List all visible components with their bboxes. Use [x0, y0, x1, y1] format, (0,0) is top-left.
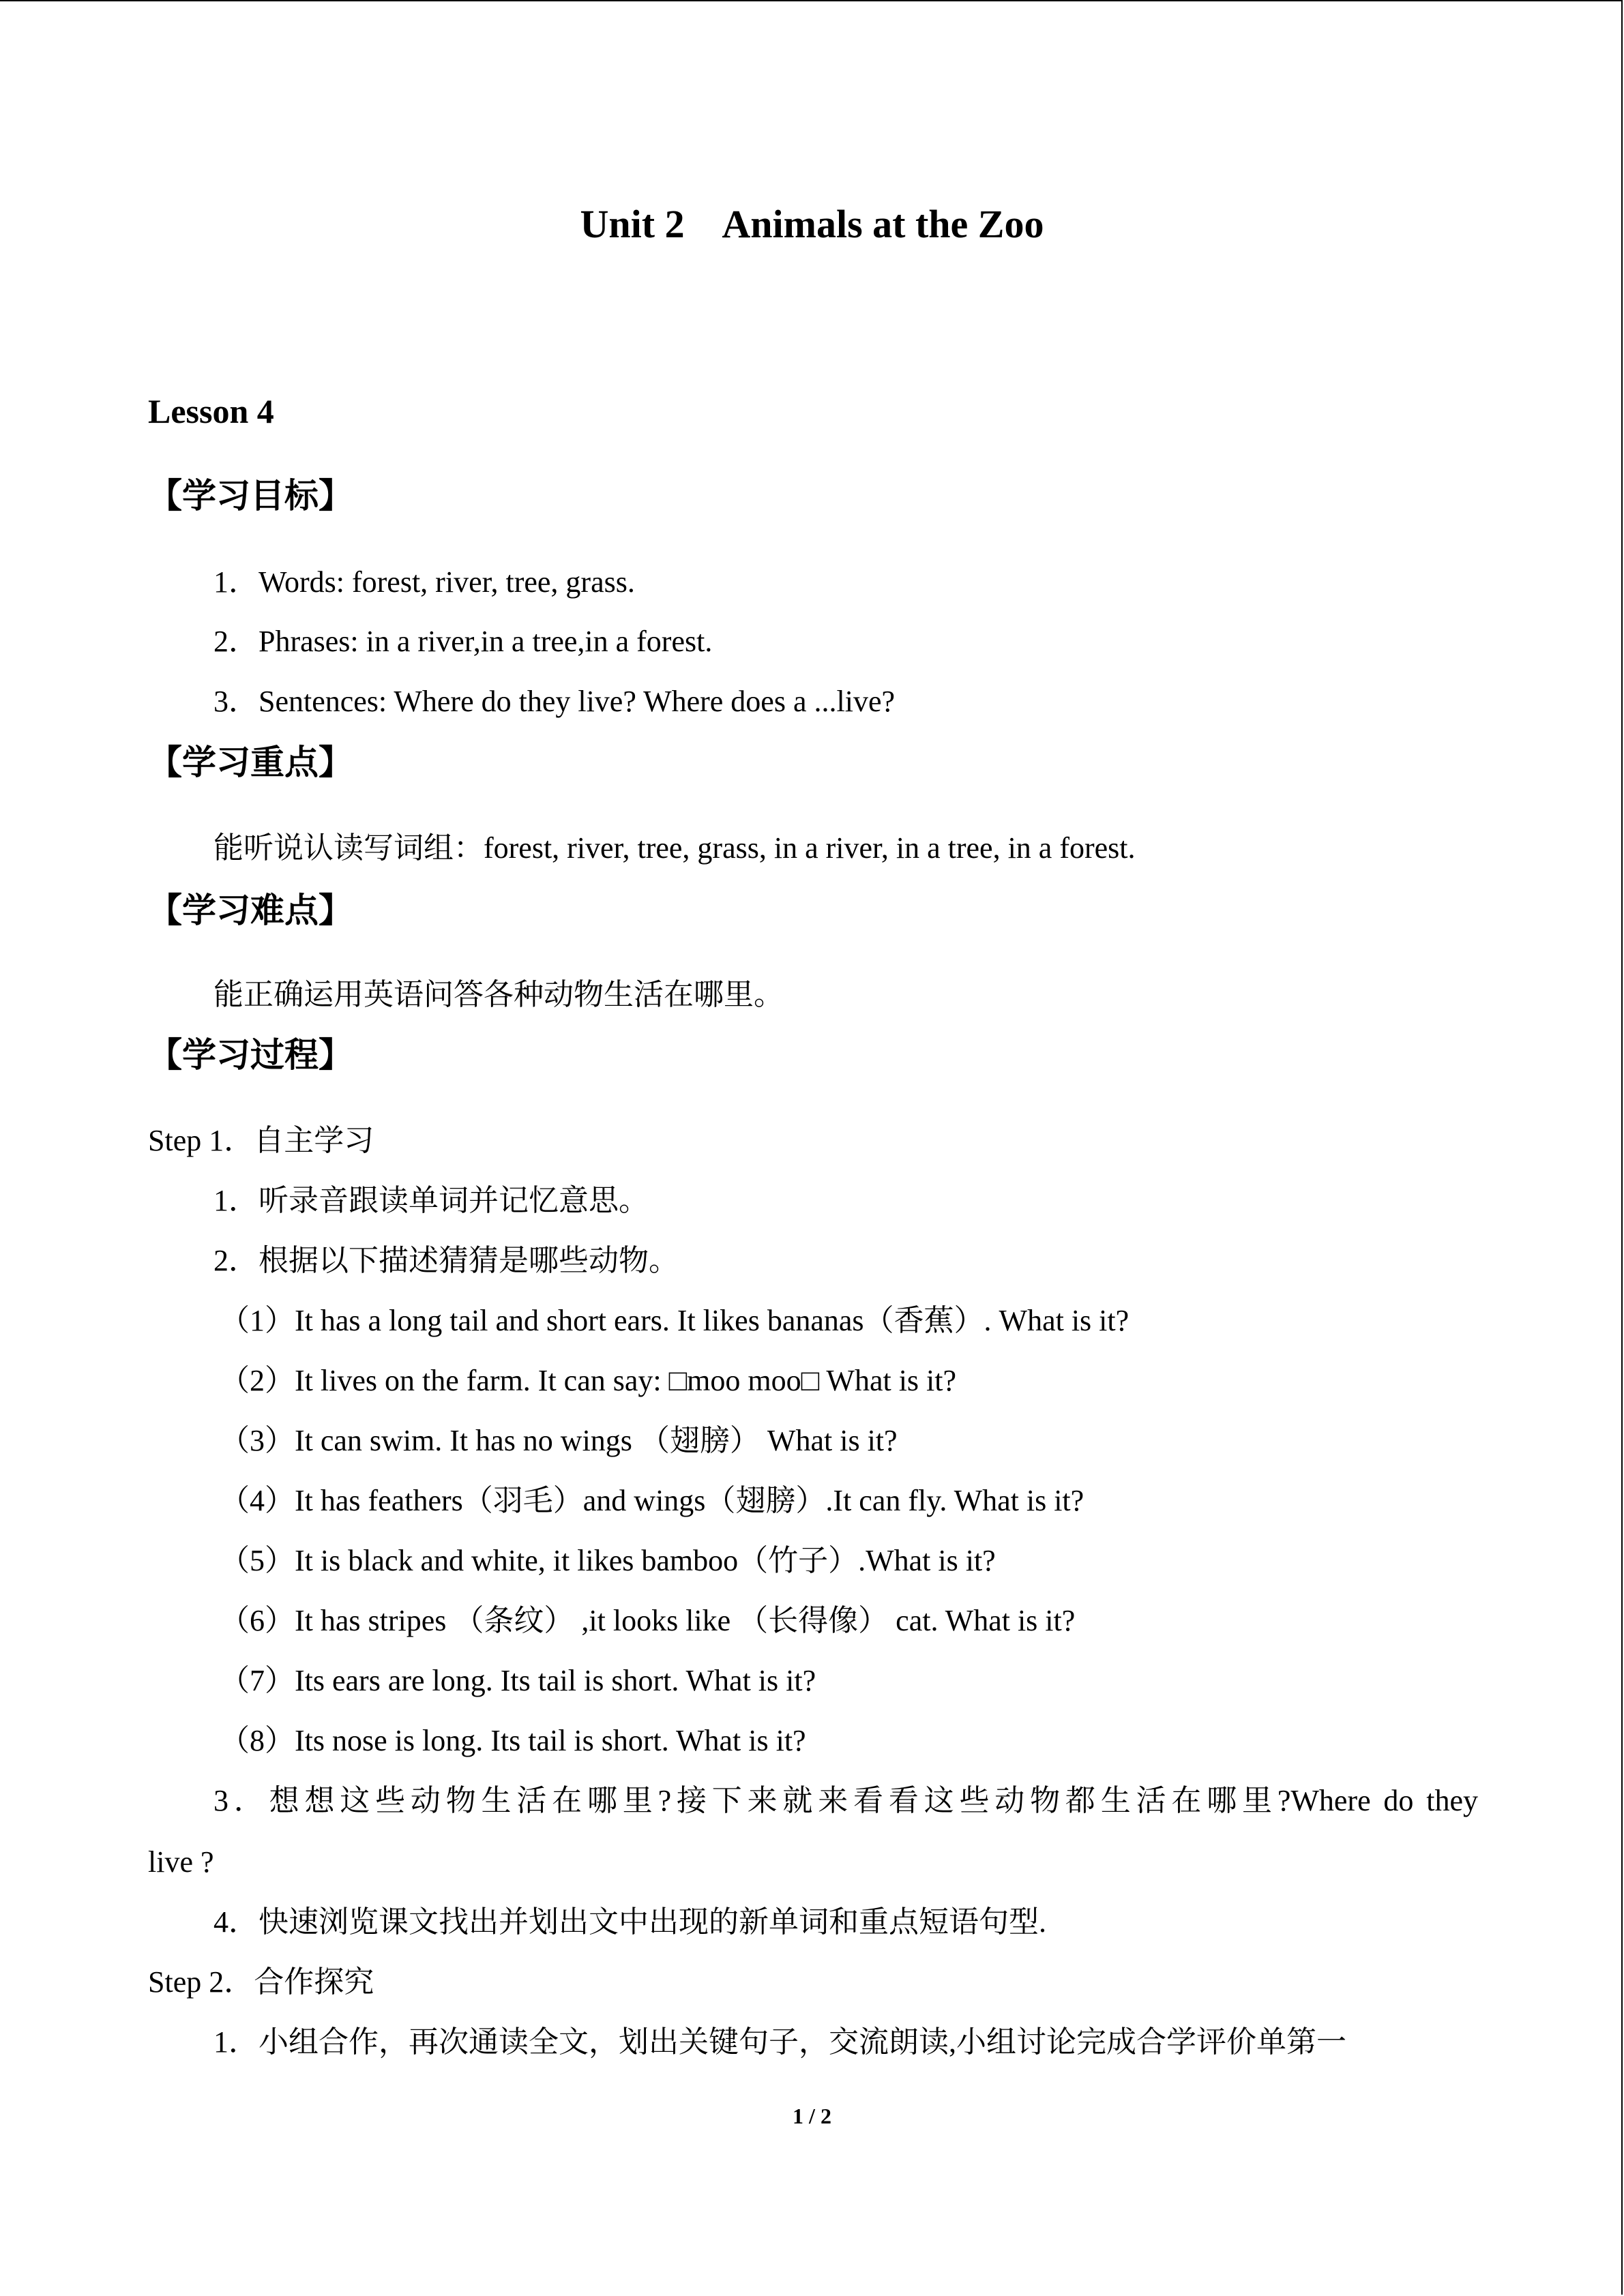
lesson-heading: Lesson 4: [148, 392, 274, 430]
step2-label: Step 2．合作探究: [148, 1965, 374, 1999]
section-heading-difficulties: 【学习难点】: [148, 891, 353, 930]
step1-label: Step 1．自主学习: [148, 1124, 374, 1157]
step2-item: 1．小组合作，再次通读全文，划出关键句子，交流朗读,小组讨论完成合学评价单第一: [213, 2025, 1346, 2059]
objective-item: 3．Sentences: Where do they live? Where does a ...live?: [213, 685, 896, 718]
difficulties-text: 能正确运用英语问答各种动物生活在哪里。: [213, 978, 784, 1011]
step1-item4: 4．快速浏览课文找出并划出文中出现的新单词和重点短语句型.: [213, 1905, 1046, 1939]
objective-item: 1．Words: forest, river, tree, grass.: [213, 565, 635, 599]
key-points-text: 能听说认读写词组：forest, river, tree, grass, in a river, in a tree, in a forest.: [213, 831, 1136, 865]
riddle-item: （8）Its nose is long. Its tail is short. What is it?: [220, 1724, 806, 1757]
riddle-item: （1）It has a long tail and short ears. It likes bananas（香蕉）. What is it?: [220, 1304, 1130, 1337]
riddle-item: （3）It can swim. It has no wings （翅膀） What is it?: [220, 1424, 898, 1457]
riddle-item: （5）It is black and white, it likes bamboo（竹子）.What is it?: [220, 1544, 996, 1577]
step1-item3-line2: live ?: [148, 1845, 214, 1879]
document-title: Unit 2 Animals at the Zoo: [580, 202, 1044, 246]
section-heading-process: 【学习过程】: [148, 1035, 353, 1075]
page-number: 1 / 2: [793, 2104, 831, 2128]
riddle-item: （7）Its ears are long. Its tail is short. What is it?: [220, 1664, 816, 1697]
step1-item: 1．听录音跟读单词并记忆意思。: [213, 1184, 649, 1217]
objective-item: 2．Phrases: in a river,in a tree,in a forest.: [213, 625, 713, 658]
section-heading-objectives: 【学习目标】: [148, 476, 353, 516]
riddle-item: （2）It lives on the farm. It can say: □moo moo□ What is it?: [220, 1364, 957, 1397]
section-heading-key-points: 【学习重点】: [148, 743, 353, 782]
riddle-item: （6）It has stripes （条纹） ,it looks like （长得像） cat. What is it?: [220, 1604, 1076, 1637]
step1-item: 2．根据以下描述猜猜是哪些动物。: [213, 1244, 679, 1277]
riddle-item: （4）It has feathers（羽毛）and wings（翅膀）.It can fly. What is it?: [220, 1484, 1084, 1517]
step1-item3-line1: 3．想想这些动物生活在哪里?接下来就来看看这些动物都生活在哪里?Where do they: [213, 1784, 1478, 1817]
